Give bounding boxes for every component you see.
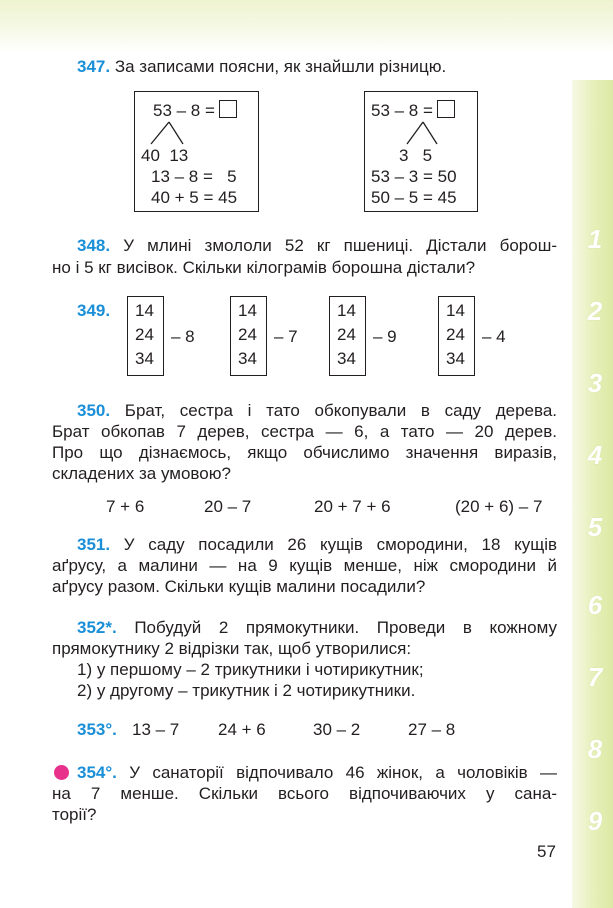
- column-value: 24: [337, 325, 356, 344]
- number-column-box: [438, 296, 475, 376]
- exercise-352-line1: 352*. Побудуй 2 прямокутники. Проведи в кожному: [77, 618, 557, 637]
- exercise-350-line2: Брат обкопав 7 дерев, сестра — 6, а тато — 20 дерев.: [52, 422, 557, 441]
- page-number: 57: [537, 842, 556, 861]
- exercise-354-line1: 354°. У санаторії відпочивало 46 жінок, а чоловіків —: [77, 763, 557, 782]
- exercise-number: 349.: [77, 301, 111, 320]
- calc-box-left: [134, 91, 259, 212]
- expression: 30 – 2: [313, 720, 361, 739]
- calc-line: 50 – 5 = 45: [371, 188, 457, 207]
- subtract-op: – 8: [171, 327, 195, 346]
- side-tab-4: 4: [587, 440, 603, 470]
- calc-line: 13 – 8 = 5: [151, 167, 237, 186]
- exercise-354-line2: на 7 менше. Скільки всього відпочиваючих у сана-: [52, 784, 557, 803]
- calc-head: 53 – 8 =: [153, 100, 237, 121]
- expression: (20 + 6) – 7: [455, 497, 543, 516]
- column-value: 24: [446, 325, 465, 344]
- side-tab-8: 8: [587, 734, 603, 764]
- side-tab-3: 3: [587, 368, 603, 398]
- expression: 13 – 7: [132, 720, 180, 739]
- exercise-number: 348.: [77, 236, 111, 255]
- side-tab-9: 9: [587, 806, 603, 836]
- column-value: 24: [135, 325, 154, 344]
- top-band: [0, 0, 613, 52]
- exercise-351-line3: аґрусу разом. Скільки кущів малини посадили?: [52, 577, 426, 596]
- column-value: 34: [238, 349, 257, 368]
- exercise-348-line2: но і 5 кг висівок. Скільки кілограмів борошна дістали?: [52, 258, 476, 277]
- exercise-352-line4: 2) у другому – трикутник і 2 чотирикутники.: [77, 681, 416, 700]
- number-column-box: [230, 296, 267, 376]
- side-tab-7: 7: [587, 662, 603, 692]
- side-tab-strip: [572, 80, 613, 908]
- split-lines: [147, 120, 187, 146]
- exercise-351-line1: 351. У саду посадили 26 кущів смородини, 18 кущів: [77, 535, 557, 554]
- calc-head: 53 – 8 =: [371, 100, 455, 121]
- column-value: 24: [238, 325, 257, 344]
- expression: 24 + 6: [218, 720, 266, 739]
- side-tab-6: 6: [587, 590, 603, 620]
- column-value: 34: [337, 349, 356, 368]
- number-column-box: [127, 296, 164, 376]
- exercise-352-line3: 1) у першому – 2 трикутники і чотирикутник;: [77, 660, 424, 679]
- exercise-352-line2: прямокутнику 2 відрізки так, щоб утворилися:: [52, 639, 412, 658]
- exercise-350-line4: складених за умовою?: [52, 464, 231, 483]
- expression: 20 – 7: [204, 497, 252, 516]
- calc-line: 40 + 5 = 45: [151, 188, 238, 207]
- split-values: 40 13: [141, 146, 189, 165]
- calc-box-right: [364, 91, 478, 212]
- exercise-number: 354°.: [77, 763, 117, 782]
- expression: 20 + 7 + 6: [314, 497, 391, 516]
- subtract-op: – 4: [482, 327, 506, 346]
- exercise-number: 350.: [77, 401, 111, 420]
- exercise-text: За записами поясни, як знайшли різницю.: [114, 57, 447, 76]
- exercise-348-line1: 348. У млині змололи 52 кг пшениці. Дістали борош-: [77, 236, 557, 255]
- exercise-number: 352*.: [77, 618, 117, 637]
- split-lines: [401, 120, 441, 146]
- split-values: 3 5: [399, 146, 433, 165]
- side-tab-2: 2: [587, 296, 603, 326]
- calc-line: 53 – 3 = 50: [371, 167, 457, 186]
- exercise-354-line3: торії?: [52, 805, 97, 824]
- expression: 27 – 8: [408, 720, 456, 739]
- subtract-op: – 7: [274, 327, 298, 346]
- column-value: 14: [135, 301, 154, 320]
- answer-square: [219, 100, 237, 118]
- exercise-number: 347.: [77, 57, 111, 76]
- exercise-351-line2: аґрусу, а малини — на 9 кущів менше, ніж смородини й: [52, 556, 557, 575]
- column-value: 34: [135, 349, 154, 368]
- column-value: 14: [446, 301, 465, 320]
- exercise-347: [77, 56, 446, 77]
- subtract-op: – 9: [373, 327, 397, 346]
- exercise-350-line3: Про що дізнаємось, якщо обчислимо значення виразів,: [52, 443, 557, 462]
- side-tab-1: 1: [587, 224, 603, 254]
- column-value: 14: [337, 301, 356, 320]
- column-value: 34: [446, 349, 465, 368]
- side-tab-5: 5: [587, 512, 603, 542]
- answer-square: [437, 100, 455, 118]
- exercise-350-line1: 350. Брат, сестра і тато обкопували в саду дерева.: [77, 401, 557, 420]
- difficulty-dot: [54, 765, 69, 780]
- number-column-box: [329, 296, 366, 376]
- exercise-number: 353°.: [77, 720, 117, 739]
- expression: 7 + 6: [106, 497, 145, 516]
- exercise-number: 351.: [77, 535, 111, 554]
- column-value: 14: [238, 301, 257, 320]
